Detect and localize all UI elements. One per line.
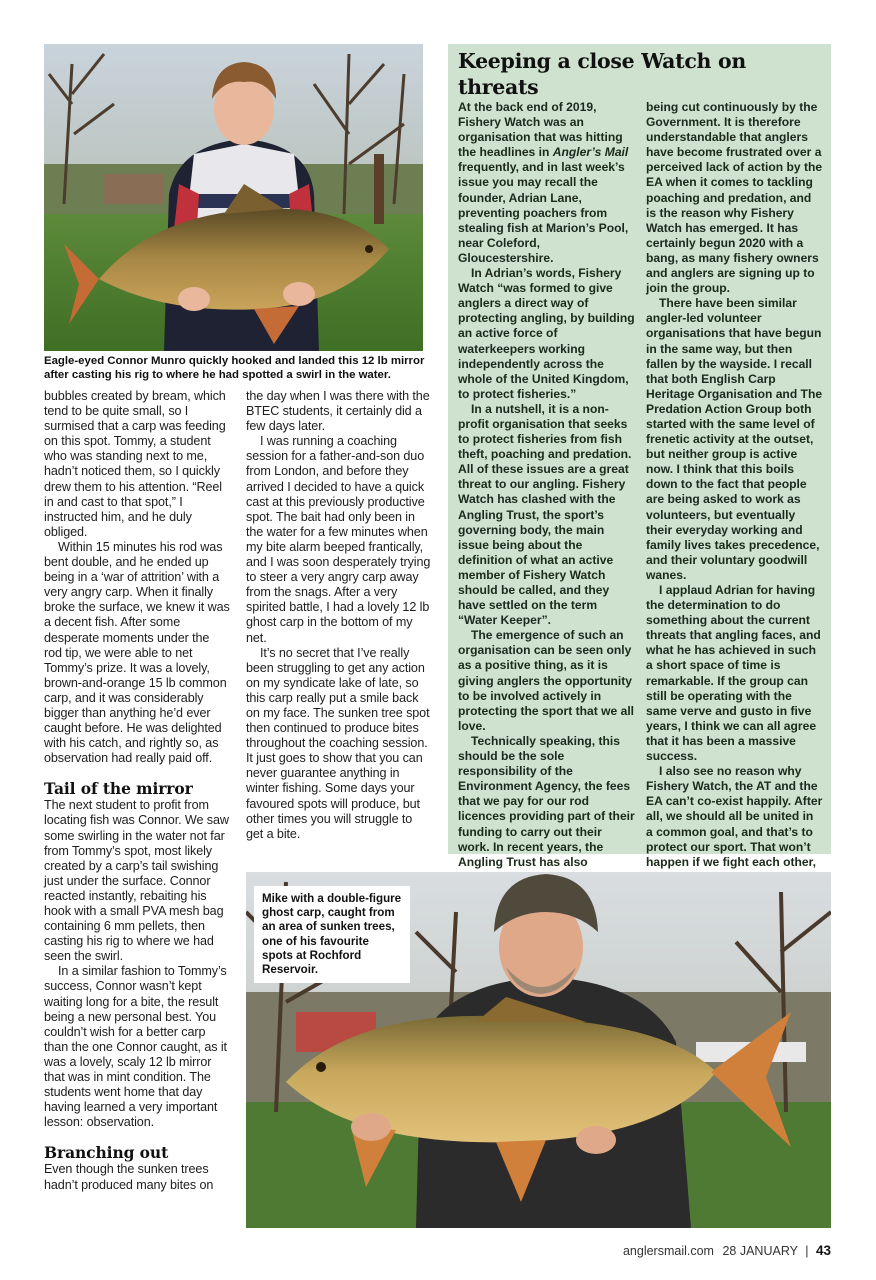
- sidebar-paragraph: In Adrian’s words, Fishery Watch “was formed to give anglers a direct way of protecting angling, by building an active force of waterkeepers working independently across the whole of the United Kingdom, to protect fisheries.”: [458, 266, 635, 401]
- photo1-caption: Eagle-eyed Connor Munro quickly hooked and landed this 12 lb mirror after casting his rig to where he had spotted a swirl in the water.: [44, 355, 425, 381]
- sidebar-paragraph: The emergence of such an organisation can be seen only as a positive thing, as it is giving anglers the opportunity to be involved actively in protecting the sport that we all love.: [458, 628, 635, 733]
- photo2-caption: Mike with a double-figure ghost carp, caught from an area of sunken trees, one of his favourite spots at Rochford Reservoir.: [254, 886, 410, 983]
- footer-date: 28 JANUARY: [722, 1244, 798, 1258]
- col1-paragraph: In a similar fashion to Tommy’s success, Connor wasn’t kept waiting long for a bite, the result being a new personal best. You couldn’t wish for a better carp than the one Connor caught, as it was a lovely, scaly 12 lb mirror that was in mint condition. The students went home that day having learned a very important lesson: observation.: [44, 964, 227, 1130]
- sidebar-paragraph: At the back end of 2019, Fishery Watch was an organisation that was hitting the headlines in Angler’s Mail frequently, and in last week’s issue you may recall the founder, Adrian Lane, preventing poachers from stealing fish at Marion’s Pool, near Coleford, Gloucestershire.: [458, 100, 629, 265]
- subheading-branching-out: Branching out: [44, 1143, 169, 1163]
- footer-separator: |: [805, 1244, 809, 1258]
- sidebar-columns: [458, 100, 823, 1006]
- boy-holding-mirror-carp-photo: [44, 44, 423, 351]
- photo-mike-ghost-carp: [246, 872, 831, 1228]
- col1-paragraph: Even though the sunken trees hadn’t produced many bites on: [44, 1162, 214, 1192]
- col2-paragraph: It’s no secret that I’ve really been struggling to get any action on my syndicate lake of late, so this carp really put a smile back on my face. The sunken tree spot then continued to produce bites throughout the coaching session. It just goes to show that you can never guarantee anything in winter fishing. Some days your favoured spots will produce, but other times you will struggle to get a bite.: [246, 645, 430, 841]
- sidebar-fishery-watch: [448, 44, 831, 869]
- sidebar-paragraph: Technically speaking, this should be the sole responsibility of the Environment Agency, the fees that we pay for our rod licences providing part of their funding to carry out their work. In recent years, the Angling Trust has also: [458, 733, 635, 869]
- sidebar-paragraph: being cut continuously by the Government. It is therefore understandable that anglers have become frustrated over a perceived lack of action by the EA when it comes to tackling poaching and predation, and is the reason why Fishery Watch has emerged. It has certainly begun 2020 with a bang, as many fishery owners and anglers are signing up to join the group.: [646, 100, 823, 296]
- col1-paragraph: The next student to profit from locating fish was Connor. We saw some swirling in the water not far from Tommy’s spot, most likely created by a carp’s tail swishing just under the surface. Connor reacted instantly, rebaiting his hook with a small PVA mesh bag containing 6 mm pellets, then casting his rig to where we had seen the swirl.: [44, 798, 229, 964]
- footer-website: anglersmail.com: [622, 1244, 714, 1258]
- publication-name: Angler’s Mail: [552, 145, 629, 160]
- article-column-1: [44, 389, 230, 1193]
- article-column-2: [246, 389, 432, 842]
- col2-paragraph: I was running a coaching session for a father-and-son duo from London, and before they arrived I decided to have a quick cast at this previously productive spot. The bait had only been in the water for a few minutes when my bite alarm beeped frantically, and I was soon desperately trying to steer a very angry carp away from the snags. After a very spirited battle, I had a lovely 12 lb ghost carp in the bottom of my net.: [246, 434, 431, 645]
- subheading-tail-of-the-mirror: Tail of the mirror: [44, 779, 193, 799]
- page-footer: [623, 1243, 831, 1258]
- sidebar-title: Keeping a close Watch on threats: [458, 49, 746, 99]
- sidebar-column-1: [458, 100, 635, 1006]
- sidebar-paragraph: There have been similar angler-led volunteer organisations that have begun in the same way, but then fallen by the wayside. I recall that both English Carp Heritage Organisation and The Predation Action Group both started with the same level of frenetic activity at the outset, but neither group is active now. I think that this boils down to the fact that people are being asked to work as volunteers, but eventually their everyday working and family lives takes precedence, and their voluntary goodwill wanes.: [646, 296, 823, 582]
- col1-paragraph: bubbles created by bream, which tend to be quite small, so I surmised that a carp was feeding on this spot. Tommy, a student who was standing next to me, hadn’t noticed them, so I quickly drew them to his attention. “Reel in and cast to that spot,” I instructed him, and he duly obliged.: [44, 389, 226, 539]
- sidebar-paragraph: I applaud Adrian for having the determination to do something about the current threats that angling faces, and what he has achieved in such a short space of time is remarkable. If the group can still be operating with the same verve and gusto in five years, I think we can all agree that it has been a massive success.: [646, 583, 821, 764]
- sidebar-column-2: [646, 100, 823, 1006]
- sidebar-paragraph: In a nutshell, it is a non-profit organisation that seeks to protect fisheries from fish theft, poaching and predation. All of these issues are a great threat to our angling. Fishery Watch has clashed with the Angling Trust, the sport’s governing body, the main issue being about the definition of what an active member of Fishery Watch should be called, and they have settled on the term “Water Keeper”.: [458, 401, 632, 628]
- sidebar-paragraph: I also see no reason why Fishery Watch, the AT and the EA can’t co-exist happily. After all, we should all be united in a common goal, and that’s to protect our sport. That won’t happen if we fight each other,: [646, 764, 823, 869]
- page-number: 43: [815, 1243, 831, 1258]
- col1-paragraph: Within 15 minutes his rod was bent double, and he ended up being in a ‘war of attrition’ with a very angry carp. When it finally broke the surface, we knew it was a decent fish. After some desperate moments under the rod tip, we were able to net Tommy’s prize. It was a lovely, brown-and-orange 15 lb common carp, and it was considerably bigger than anything he’d ever caught before. He was delighted with his catch, and rightly so, as observation had really paid off.: [44, 539, 230, 766]
- col2-paragraph: the day when I was there with the BTEC students, it certainly did a few days later.: [246, 389, 430, 434]
- photo-connor-mirror-carp: [44, 44, 423, 351]
